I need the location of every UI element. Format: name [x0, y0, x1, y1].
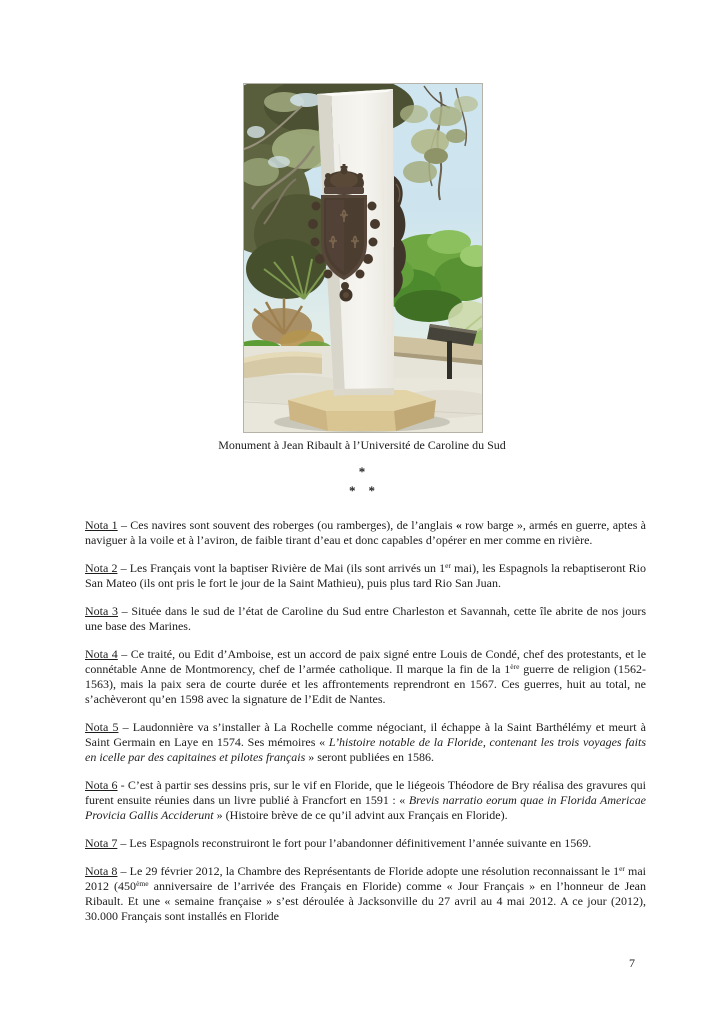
notes [85, 518, 646, 937]
note-text-segment: C’est à partir ses dessins pris, sur le vif en Floride, que le liégeois Théodore de Bry réalisa des gravures qui furent ensuite réunies dans un livre publié à Francfort en 1591 : « [85, 778, 647, 807]
note-paragraph: Nota 6 - C’est à partir ses dessins pris, sur le vif en Floride, que le liégeois Théodore de Bry réalisa des gravures qui furent ensuite réunies dans un livre publié à Francfort en 1591 : « Brevis narratio eorum quae in Florida Americae Provicia Gallis Acciderunt » (Histoire brève de ce qu’il advint aux Français en Floride). [85, 778, 647, 822]
note-label: Nota 3 [85, 604, 118, 618]
note-label: Nota 5 [85, 720, 119, 734]
note-text-segment: Brevis narratio eorum quae in Florida Americae Provicia Gallis Acciderunt [85, 793, 646, 822]
note-text-segment: row barge », armés en guerre, aptes à naviguer à la voile et à l’aviron, de faible tirant d’eau et donc capables d’opérer en mer comme en rivière. [85, 518, 647, 547]
note-text-segment: Située dans le sud de l’état de Caroline du Sud entre Charleston et Savannah, cette île abrite de nos jours une base des Marines. [85, 604, 647, 633]
note-text-segment: Le 29 février 2012, la Chambre des Représentants de Floride adopte une résolution reconnaissant le 1 [129, 864, 620, 878]
note-text-segment: guerre de religion (1562-1563), mais la paix sera de courte durée et les affrontements reprendront en 1567. Ces guerres, huit au total, ne s’achèveront qu’en 1598 avec la signature de l’Edit de Nantes. [85, 662, 647, 706]
star-glyph: * [358, 464, 366, 479]
pedestal [288, 390, 436, 431]
note-text-segment: ème [136, 879, 149, 888]
note-label: Nota 8 [85, 864, 118, 878]
note-text-segment: « [455, 518, 462, 532]
note-paragraph: Nota 4 – Ce traité, ou Edit d’Amboise, est un accord de paix signé entre Louis de Condé, chef des protestants, et le connétable Anne de Montmorency, chef de l’armée catholique. Il marque la fin de la 1ère guerre de religion (1562-1563), mais la paix sera de courte durée et les affrontements reprendront en 1567. Ces guerres, huit au total, ne s’achèveront qu’en 1598 avec la signature de l’Edit de Nantes. [85, 647, 647, 706]
monument-photo [243, 83, 483, 433]
note-text-segment: Ce traité, ou Edit d’Amboise, est un accord de paix signé entre Louis de Condé, chef des protestants, et le connétable Anne de Montmorency, chef de l’armée catholique. Il marque la fin de la 1 [85, 647, 647, 676]
note-paragraph: Nota 3 – Située dans le sud de l’état de Caroline du Sud entre Charleston et Savannah, cette île abrite de nos jours une base des Marines. [85, 604, 647, 633]
note-text-segment: L’histoire notable de la Floride, contenant les trois voyages faits en icelle par des capitaines et pilotes français [85, 735, 646, 764]
note-paragraph: Nota 5 – Laudonnière va s’installer à La Rochelle comme négociant, il échappe à la Saint Barthélémy et meurt à Saint Germain en Laye en 1574. Ses mémoires « L’histoire notable de la Floride, contenant les trois voyages faits en icelle par des capitaines et pilotes français » seront publiées en 1586. [85, 720, 647, 764]
star-separator-bottom [0, 484, 724, 497]
note-label: Nota 4 [85, 647, 118, 661]
note-label: Nota 2 [85, 561, 118, 575]
note-text-segment: Laudonnière va s’installer à La Rochelle comme négociant, il échappe à la Saint Barthélémy et meurt à Saint Germain en Laye en 1574. Ses mémoires « [85, 720, 647, 749]
note-label: Nota 1 [85, 518, 118, 532]
note-paragraph: Nota 7 – Les Espagnols reconstruiront le fort pour l’abandonner définitivement l’année suivante en 1569. [85, 836, 592, 850]
note-text-segment: » seront publiées en 1586. [305, 750, 434, 764]
note-text-segment: » (Histoire brève de ce qu’il advint aux Français en Floride). [213, 808, 508, 822]
note-text-segment: Les Français vont la baptiser Rivière de Mai (ils sont arrivés un 1 [129, 561, 446, 575]
note-text-segment: Les Espagnols reconstruiront le fort pour l’abandonner définitivement l’année suivante en 1569. [129, 836, 592, 850]
note-paragraph: Nota 2 – Les Français vont la baptiser Rivière de Mai (ils sont arrivés un 1er mai), les Espagnols la rebaptiseront Rio San Mateo (ils ont pris le fort le jour de la Saint Mathieu), puis plus tard Rio San Juan. [85, 561, 646, 590]
note-paragraph: Nota 8 – Le 29 février 2012, la Chambre des Représentants de Floride adopte une résolution reconnaissant le 1er mai 2012 (450ème anniversaire de l’arrivée des Français en Floride) comme « Jour Français » en l’honneur de Jean Ribault. Et une « semaine française » s’est déroulée à Jacksonville du 27 avril au 4 mai 2012. A ce jour (2012), 30.000 Français sont installés en Floride [85, 864, 647, 923]
star-separator-top [0, 465, 724, 478]
note-text-segment: Ces navires sont souvent des roberges (ou ramberges), de l’anglais [130, 518, 456, 532]
note-text-segment: ère [510, 662, 520, 671]
note-label: Nota 7 [85, 836, 118, 850]
note-paragraph: Nota 1 – Ces navires sont souvent des roberges (ou ramberges), de l’anglais « row barge », armés en guerre, aptes à naviguer à la voile et à l’aviron, de faible tirant d’eau et donc capables d’opérer en mer comme en rivière. [85, 518, 647, 547]
note-text-segment: er [619, 864, 625, 873]
note-text-segment: mai), les Espagnols la rebaptiseront Rio San Mateo (ils ont pris le fort le jour de la Saint Mathieu), puis plus tard Rio San Juan. [85, 561, 646, 590]
monument-photo-image [244, 84, 482, 432]
star-glyph: * [349, 483, 356, 498]
note-label: Nota 6 [85, 778, 118, 792]
photo-caption: Monument à Jean Ribault à l’Université de Caroline du Sud [218, 438, 506, 452]
note-text-segment: er [445, 561, 451, 570]
note-text-segment: anniversaire de l’arrivée des Français en Floride) comme « Jour Français » en l’honneur de Jean Ribault. Et une « semaine française » s’est déroulée à Jacksonville du 27 avril au 4 mai 2012. A ce jour (2012), 30.000 Français sont installés en Floride [85, 879, 646, 923]
page-number: 7 [629, 956, 635, 970]
star-glyph: * [368, 483, 375, 498]
note-text-segment: mai 2012 (450 [85, 864, 647, 893]
